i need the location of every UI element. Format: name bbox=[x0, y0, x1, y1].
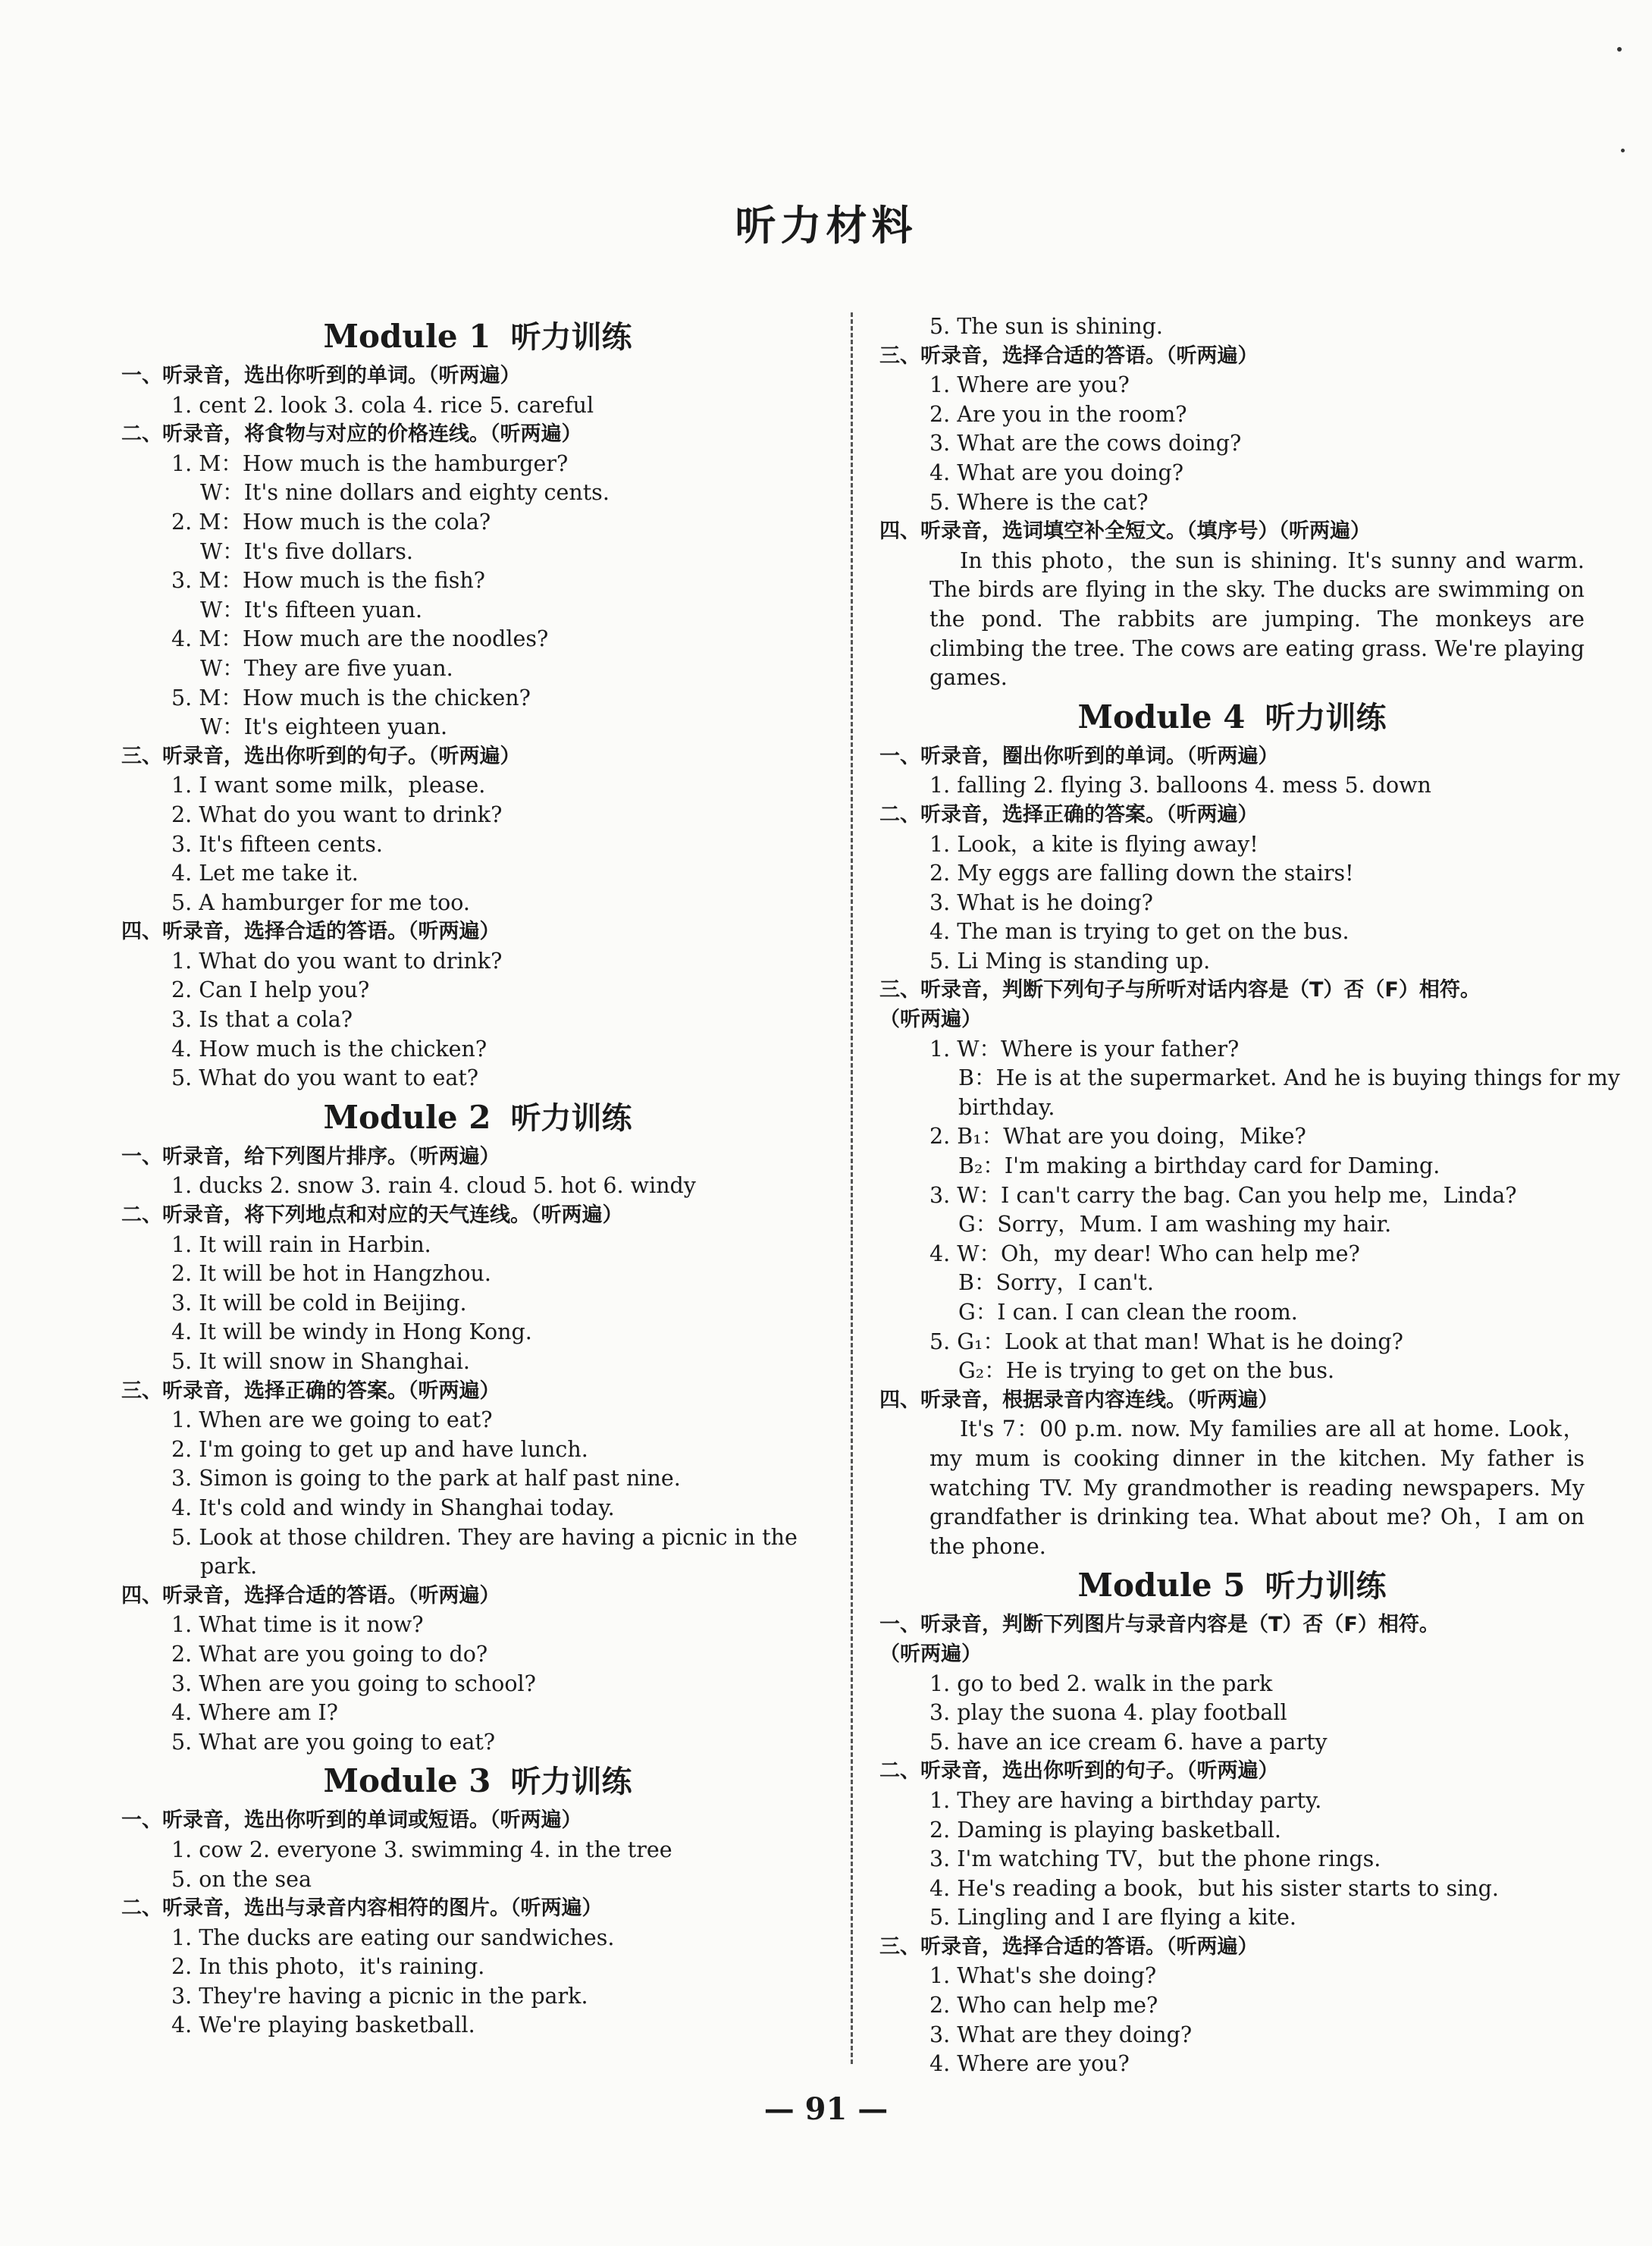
item-line: 3. I'm watching TV，but the phone rings. bbox=[929, 1846, 1381, 1872]
item-line: 1. Look，a kite is flying away! bbox=[929, 831, 1259, 857]
right-column bbox=[879, 312, 1620, 2079]
module-subtitle: 听力训练 bbox=[1265, 1569, 1387, 1605]
item-line: 3. Is that a cola? bbox=[171, 1007, 353, 1033]
item-line: 5. Lingling and I are flying a kite. bbox=[929, 1905, 1296, 1931]
item-line: 3. M：How much is the fish? bbox=[171, 568, 485, 594]
section-heading: 一、听录音，圈出你听到的单词。（听两遍） bbox=[879, 744, 1279, 768]
module-subtitle: 听力训练 bbox=[510, 1100, 632, 1136]
section-heading: 四、听录音，根据录音内容连线。（听两遍） bbox=[879, 1388, 1279, 1412]
item-line: 4. Let me take it. bbox=[171, 861, 359, 886]
item-line: 3. They're having a picnic in the park. bbox=[171, 1983, 588, 2009]
module-number: Module 3 bbox=[323, 1762, 491, 1800]
item-line: 5. What do you want to eat? bbox=[171, 1065, 479, 1091]
module-subtitle: 听力训练 bbox=[1265, 700, 1387, 736]
module-heading bbox=[121, 1093, 834, 1143]
section-heading: 四、听录音，选词填空补全短文。（填序号）（听两遍） bbox=[879, 519, 1371, 544]
section-heading: 一、听录音，选出你听到的单词或短语。（听两遍） bbox=[121, 1808, 582, 1833]
item-line: 1. W：Where is your father? bbox=[929, 1036, 1240, 1062]
item-line: 2. Daming is playing basketball. bbox=[929, 1817, 1281, 1843]
item-line: 5. Where is the cat? bbox=[929, 489, 1149, 515]
item-line: 3. When are you going to school? bbox=[171, 1670, 536, 1696]
item-line: 2. My eggs are falling down the stairs! bbox=[929, 861, 1354, 886]
dialogue-line: B：He is at the supermarket. And he is buying things for my bbox=[958, 1065, 1620, 1091]
dialogue-line: G₂：He is trying to get on the bus. bbox=[958, 1358, 1335, 1384]
module-number: Module 5 bbox=[1077, 1567, 1246, 1605]
item-line: 3. Simon is going to the park at half past nine. bbox=[171, 1466, 681, 1492]
item-line: 3. What are they doing? bbox=[929, 2022, 1193, 2047]
item-line: 2. It will be hot in Hangzhou. bbox=[171, 1261, 491, 1287]
section-heading: 一、听录音，给下列图片排序。（听两遍） bbox=[121, 1144, 500, 1168]
item-line: 2. In this photo，it's raining. bbox=[171, 1954, 485, 1980]
item-line: 1. I want some milk，please. bbox=[171, 773, 486, 798]
section-heading: 四、听录音，选择合适的答语。（听两遍） bbox=[121, 1583, 500, 1608]
item-line: 2. M：How much is the cola? bbox=[171, 509, 491, 535]
item-line: 5. on the sea bbox=[171, 1866, 312, 1892]
dialogue-line: W：It's fifteen yuan. bbox=[200, 597, 423, 623]
item-line: 4. How much is the chicken? bbox=[171, 1036, 487, 1062]
section-heading: 四、听录音，选择合适的答语。（听两遍） bbox=[121, 920, 500, 944]
item-line: 4. Where am I? bbox=[171, 1700, 338, 1726]
module-heading bbox=[879, 693, 1585, 742]
section-heading: 二、听录音，选出与录音内容相符的图片。（听两遍） bbox=[121, 1896, 603, 1921]
page-number: — 91 — bbox=[763, 2091, 889, 2127]
section-heading: 二、听录音，将下列地点和对应的天气连线。（听两遍） bbox=[121, 1203, 623, 1228]
dialogue-line: G：Sorry，Mum. I am washing my hair. bbox=[958, 1212, 1392, 1237]
item-line: 5. G₁：Look at that man! What is he doing? bbox=[929, 1328, 1403, 1354]
module-subtitle: 听力训练 bbox=[510, 1764, 632, 1800]
item-line: 1. They are having a birthday party. bbox=[929, 1787, 1322, 1813]
module-heading bbox=[121, 1757, 834, 1806]
section-heading: （听两遍） bbox=[879, 1642, 982, 1666]
section-heading: 三、听录音，选出你听到的句子。（听两遍） bbox=[121, 744, 521, 768]
item-line: 1. It will rain in Harbin. bbox=[171, 1231, 431, 1257]
dialogue-line: W：It's eighteen yuan. bbox=[200, 714, 448, 740]
item-line: 2. What do you want to drink? bbox=[171, 801, 503, 827]
item-line: 1. What time is it now? bbox=[171, 1612, 424, 1638]
passage-paragraph: It's 7：00 p.m. now. My families are all at home. Look，my mum is cooking dinner in the kitchen. My father is watching TV. My grandmother is reading newspapers. My grandfather is drinking tea. What about me? Oh，I am on the phone. bbox=[929, 1416, 1585, 1559]
dialogue-line: park. bbox=[200, 1554, 258, 1579]
item-line: 2. Can I help you? bbox=[171, 977, 370, 1003]
item-line: 5. A hamburger for me too. bbox=[171, 889, 470, 915]
module-heading bbox=[879, 1561, 1585, 1611]
section-heading: 一、听录音，判断下列图片与录音内容是（T）否（F）相符。 bbox=[879, 1613, 1440, 1637]
item-line: 4. He's reading a book，but his sister starts to sing. bbox=[929, 1875, 1499, 1901]
dialogue-line: W：It's nine dollars and eighty cents. bbox=[200, 480, 610, 506]
section-heading: 三、听录音，选择合适的答语。（听两遍） bbox=[879, 1934, 1259, 1959]
scan-speck bbox=[1617, 47, 1622, 52]
left-column bbox=[121, 312, 834, 2041]
item-line: 5. What are you going to eat? bbox=[171, 1729, 496, 1755]
dialogue-line: B：Sorry，I can't. bbox=[958, 1270, 1154, 1296]
item-line: 1. go to bed 2. walk in the park bbox=[929, 1670, 1273, 1696]
section-heading: 二、听录音，选择正确的答案。（听两遍） bbox=[879, 802, 1259, 827]
section-heading: 三、听录音，选择正确的答案。（听两遍） bbox=[121, 1379, 500, 1403]
dialogue-line: G：I can. I can clean the room. bbox=[958, 1300, 1298, 1325]
item-line: 3. W：I can't carry the bag. Can you help me，Linda? bbox=[929, 1182, 1517, 1208]
item-line: 1. Where are you? bbox=[929, 372, 1130, 398]
dialogue-line: B₂：I'm making a birthday card for Daming. bbox=[958, 1153, 1440, 1179]
item-line: 3. play the suona 4. play football bbox=[929, 1700, 1287, 1726]
dialogue-line: W：They are five yuan. bbox=[200, 655, 453, 681]
column-divider bbox=[851, 312, 853, 2064]
page-title: 听力材料 bbox=[735, 202, 917, 249]
section-heading: 二、听录音，选出你听到的句子。（听两遍） bbox=[879, 1759, 1279, 1783]
item-line: 4. The man is trying to get on the bus. bbox=[929, 919, 1349, 945]
module-number: Module 4 bbox=[1077, 698, 1246, 736]
section-heading: 三、听录音，选择合适的答语。（听两遍） bbox=[879, 343, 1259, 368]
item-line: 4. M：How much are the noodles? bbox=[171, 626, 549, 652]
item-line: 1. cow 2. everyone 3. swimming 4. in the tree bbox=[171, 1837, 672, 1862]
item-line: 5. It will snow in Shanghai. bbox=[171, 1349, 470, 1374]
item-line: 1. ducks 2. snow 3. rain 4. cloud 5. hot 6. windy bbox=[171, 1173, 696, 1199]
item-line: 4. It's cold and windy in Shanghai today. bbox=[171, 1495, 615, 1520]
item-line: 3. What is he doing? bbox=[929, 889, 1153, 915]
item-line: 3. What are the cows doing? bbox=[929, 431, 1242, 456]
item-line: 5. Li Ming is standing up. bbox=[929, 948, 1211, 974]
item-line: 2. Are you in the room? bbox=[929, 401, 1187, 427]
module-heading bbox=[121, 312, 834, 362]
section-heading: 二、听录音，将食物与对应的价格连线。（听两遍） bbox=[121, 422, 582, 447]
item-line: 5. have an ice cream 6. have a party bbox=[929, 1729, 1328, 1755]
item-line: 1. cent 2. look 3. cola 4. rice 5. careful bbox=[171, 392, 594, 418]
item-line: 2. B₁：What are you doing，Mike? bbox=[929, 1124, 1306, 1150]
item-line: 4. W：Oh，my dear! Who can help me? bbox=[929, 1241, 1360, 1266]
item-line: 5. The sun is shining. bbox=[929, 314, 1163, 339]
item-line: 3. It's fifteen cents. bbox=[171, 831, 383, 857]
dialogue-line: W：It's five dollars. bbox=[200, 538, 413, 564]
item-line: 1. The ducks are eating our sandwiches. bbox=[171, 1924, 615, 1950]
module-subtitle: 听力训练 bbox=[510, 320, 632, 355]
item-line: 1. What's she doing? bbox=[929, 1963, 1157, 1989]
section-heading: 一、听录音，选出你听到的单词。（听两遍） bbox=[121, 364, 521, 387]
section-heading: 三、听录音，判断下列句子与所听对话内容是（T）否（F）相符。 bbox=[879, 978, 1481, 1002]
item-line: 5. M：How much is the chicken? bbox=[171, 685, 531, 711]
item-line: 1. What do you want to drink? bbox=[171, 948, 503, 974]
scan-speck bbox=[1621, 149, 1625, 152]
item-line: 5. Look at those children. They are having a picnic in the bbox=[171, 1524, 798, 1550]
module-number: Module 1 bbox=[323, 318, 491, 355]
item-line: 1. When are we going to eat? bbox=[171, 1407, 493, 1433]
item-line: 2. Who can help me? bbox=[929, 1993, 1158, 2019]
item-line: 2. I'm going to get up and have lunch. bbox=[171, 1436, 588, 1462]
item-line: 1. falling 2. flying 3. balloons 4. mess 5. down bbox=[929, 773, 1431, 798]
item-line: 2. What are you going to do? bbox=[171, 1641, 488, 1667]
item-line: 4. Where are you? bbox=[929, 2051, 1130, 2077]
item-line: 3. It will be cold in Beijing. bbox=[171, 1290, 467, 1316]
item-line: 4. It will be windy in Hong Kong. bbox=[171, 1319, 532, 1345]
passage-paragraph: In this photo，the sun is shining. It's sunny and warm. The birds are flying in the sky. The ducks are swimming on the pond. The rabbits are jumping. The monkeys are climbing the tree. The cows are eating grass. We're playing games. bbox=[929, 547, 1585, 691]
dialogue-line: birthday. bbox=[958, 1094, 1055, 1120]
module-number: Module 2 bbox=[323, 1098, 491, 1136]
item-line: 4. We're playing basketball. bbox=[171, 2012, 475, 2038]
item-line: 4. What are you doing? bbox=[929, 460, 1184, 485]
section-heading: （听两遍） bbox=[879, 1008, 982, 1032]
item-line: 1. M：How much is the hamburger? bbox=[171, 450, 569, 476]
